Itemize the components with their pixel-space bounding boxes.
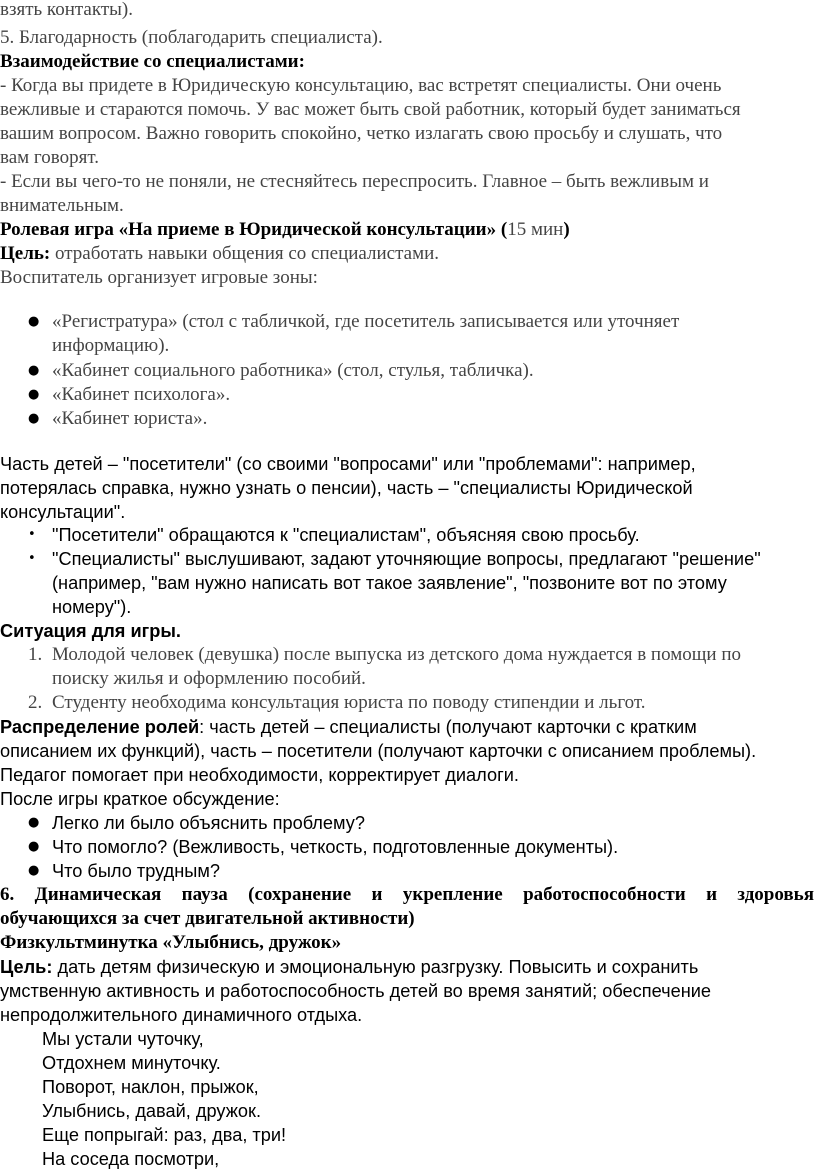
poem-line: На соседа посмотри, [42, 1149, 220, 1169]
list-number: 2. [28, 692, 43, 713]
section-heading: Ситуация для игры. [0, 621, 181, 641]
bullet-icon: ● [28, 815, 40, 830]
text-line: вам говорят. [0, 147, 99, 168]
text-line: вежливые и стараются помочь. У вас может быть свой работник, который будет заниматься [0, 99, 741, 120]
text-line: потерялась справка, нужно узнать о пенсии), часть – "специалисты Юридической [0, 478, 693, 498]
list-item: «Кабинет юриста». [52, 408, 208, 429]
pause-goal [0, 955, 698, 979]
text-line: вашим вопросом. Важно говорить спокойно, четко излагать свою просьбу и слушать, что [0, 123, 723, 144]
list-item: Что было трудным? [52, 861, 220, 881]
text-line: консультации". [0, 502, 126, 522]
text-line: внимательным. [0, 195, 124, 216]
bullet-icon: ● [28, 363, 40, 378]
roleplay-title-close: ) [563, 219, 570, 240]
list-item: «Регистратура» (стол с табличкой, где посетитель записывается или уточняет [52, 311, 680, 332]
distribution-label: Распределение ролей [0, 717, 200, 737]
distribution-line [0, 715, 697, 739]
text-line: - Если вы чего-то не поняли, не стесняйтесь переспросить. Главное – быть вежливым и [0, 171, 709, 192]
bullet-icon: ● [28, 387, 40, 402]
goal-text: отработать навыки общения со специалистами. [50, 243, 440, 264]
list-item: «Кабинет психолога». [52, 384, 231, 405]
goal-label: Цель: [0, 957, 53, 977]
text-line: 5. Благодарность (поблагодарить специалиста). [0, 27, 383, 48]
list-item: информацию). [52, 335, 170, 356]
list-item: «Кабинет социального работника» (стол, стулья, табличка). [52, 360, 534, 381]
minute-title: Физкультминутка «Улыбнись, дружок» [0, 932, 342, 953]
bullet-icon: • [28, 551, 36, 566]
goal-text: дать детям физическую и эмоциональную разгрузку. Повысить и сохранить [52, 957, 699, 977]
poem-line: Отдохнем минуточку. [42, 1053, 221, 1073]
list-item: номеру"). [52, 597, 132, 617]
list-item: "Посетители" обращаются к "специалистам", объясняя свою просьбу. [52, 525, 640, 545]
section-heading: Взаимодействие со специалистами: [0, 51, 305, 72]
list-item: "Специалисты" выслушивают, задают уточняющие вопросы, предлагают "решение" [52, 549, 761, 569]
list-item: Легко ли было объяснить проблему? [52, 813, 365, 833]
text-line: умственную активность и работоспособность детей во время занятий; обеспечение [0, 981, 712, 1001]
roleplay-title-bold: Ролевая игра «На приеме в Юридической консультации» ( [0, 219, 508, 240]
list-item: поиску жилья и оформлению пособий. [52, 668, 366, 689]
distribution-text: : часть детей – специалисты (получают карточки с кратким [199, 717, 697, 737]
text-line: Воспитатель организует игровые зоны: [0, 267, 318, 288]
poem-line: Еще попрыгай: раз, два, три! [42, 1125, 287, 1145]
text-line: непродолжительного динамичного отдыха. [0, 1005, 363, 1025]
text-line: Часть детей – "посетители" (со своими "вопросами" или "проблемами": например, [0, 454, 696, 474]
poem-line: Улыбнись, давай, дружок. [42, 1101, 261, 1121]
text-line: взять контакты). [0, 0, 133, 20]
text-line: После игры краткое обсуждение: [0, 789, 280, 809]
roleplay-title [0, 218, 570, 242]
roleplay-goal [0, 242, 439, 266]
bullet-icon: ● [28, 411, 40, 426]
bullet-icon: ● [28, 839, 40, 854]
poem-line: Мы устали чуточку, [42, 1029, 204, 1049]
list-item: Студенту необходима консультация юриста по поводу стипендии и льгот. [52, 692, 646, 713]
list-number: 1. [28, 644, 43, 665]
section-heading: 6. Динамическая пауза (сохранение и укрепление работоспособности и здоровья [0, 884, 814, 905]
bullet-icon: ● [28, 314, 40, 329]
text-line: описанием их функций), часть – посетители (получают карточки с описанием проблемы). [0, 741, 757, 761]
poem-line: Поворот, наклон, прыжок, [42, 1077, 259, 1097]
text-line: Педагог помогает при необходимости, корректирует диалоги. [0, 765, 519, 785]
section-heading: обучающихся за счет двигательной активности) [0, 908, 415, 929]
list-item: Молодой человек (девушка) после выпуска из детского дома нуждается в помощи по [52, 644, 741, 665]
goal-label: Цель: [0, 243, 51, 264]
list-item: (например, "вам нужно написать вот такое заявление", "позвоните вот по этому [52, 573, 727, 593]
roleplay-duration: 15 мин [507, 219, 564, 240]
text-line: - Когда вы придете в Юридическую консультацию, вас встретят специалисты. Они очень [0, 75, 722, 96]
list-item: Что помогло? (Вежливость, четкость, подготовленные документы). [52, 837, 619, 857]
bullet-icon: ● [28, 863, 40, 878]
bullet-icon: • [28, 527, 36, 542]
